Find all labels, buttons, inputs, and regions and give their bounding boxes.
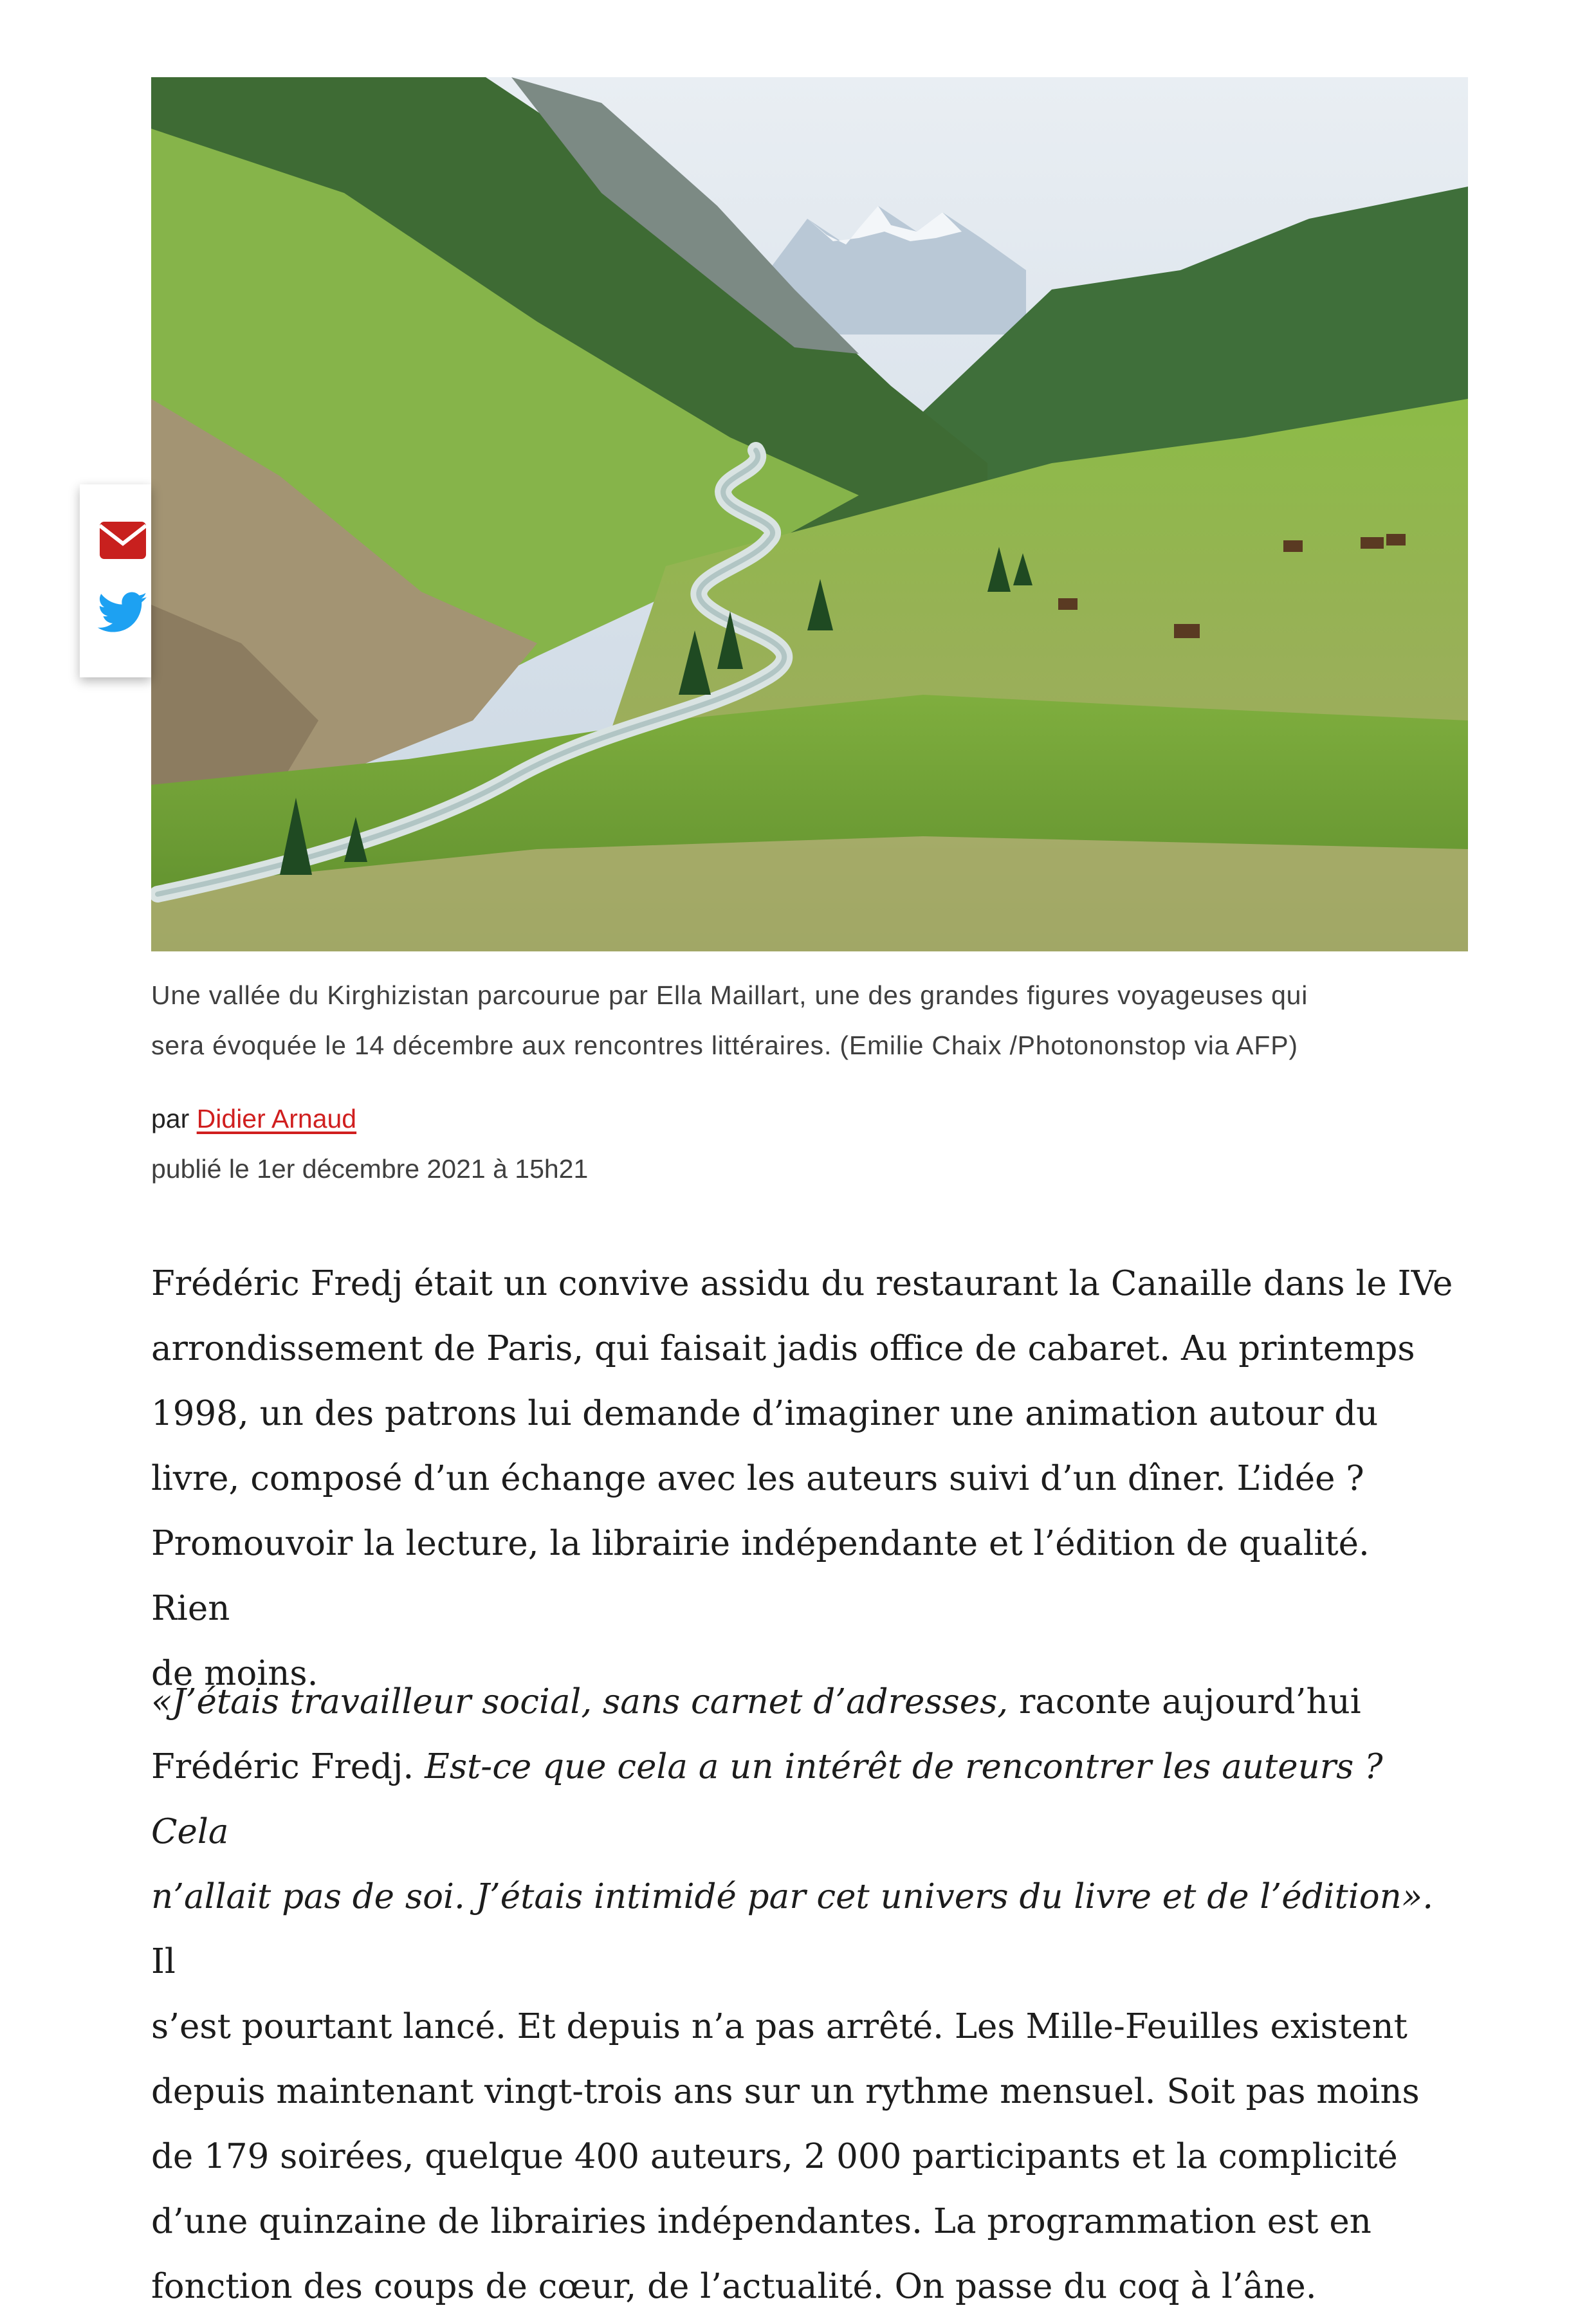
envelope-icon[interactable] (98, 515, 148, 565)
paragraph-line: de 179 soirées, quelque 400 auteurs, 2 000 participants et la complicité (151, 2137, 1398, 2176)
article-paragraph-1 (151, 1251, 1457, 1706)
paragraph-line: s’est pourtant lancé. Et depuis n’a pas arrêté. Les Mille-Feuilles existent (151, 2007, 1408, 2046)
byline-prefix: par (151, 1104, 190, 1133)
paragraph-text: Il (151, 1942, 176, 1981)
paragraph-line: d’une quinzaine de librairies indépendantes. La programmation est en (151, 2202, 1371, 2241)
caption-line: sera évoquée le 14 décembre aux rencontres littéraires. (Emilie Chaix /Photononstop via AFP) (151, 1031, 1298, 1060)
paragraph-text: raconte aujourd’hui (1008, 1682, 1361, 1721)
article-hero-image (151, 77, 1468, 951)
author-link[interactable]: Didier Arnaud (196, 1104, 357, 1133)
paragraph-line: 1998, un des patrons lui demande d’imaginer une animation autour du (151, 1394, 1379, 1433)
paragraph-line: Promouvoir la lecture, la librairie indépendante et l’édition de qualité. Rien (151, 1524, 1370, 1628)
twitter-bird-icon[interactable] (98, 587, 148, 637)
byline (151, 1094, 356, 1144)
quote-text: n’allait pas de soi. J’étais intimidé par cet univers du livre et de l’édition». (151, 1877, 1434, 1916)
mountain-valley-photo (151, 77, 1468, 951)
paragraph-line: arrondissement de Paris, qui faisait jadis office de cabaret. Au printemps (151, 1329, 1415, 1368)
paragraph-line: depuis maintenant vingt-trois ans sur un rythme mensuel. Soit pas moins (151, 2072, 1420, 2111)
caption-line: Une vallée du Kirghizistan parcourue par Ella Maillart, une des grandes figures voyageuses qui (151, 980, 1308, 1010)
paragraph-line: fonction des coups de cœur, de l’actualité. On passe du coq à l’âne. (151, 2267, 1317, 2306)
paragraph-text: Frédéric Fredj. (151, 1747, 425, 1786)
paragraph-line: de moins. (151, 1654, 318, 1693)
image-caption (151, 970, 1451, 1070)
quote-text: Est-ce que cela a un intérêt de rencontrer les auteurs ? Cela (151, 1747, 1383, 1851)
share-sidebar (80, 484, 151, 677)
quote-text: «J’étais travailleur social, sans carnet d’adresses, (151, 1682, 1009, 1721)
article-paragraph-2 (151, 1669, 1457, 2319)
paragraph-line: livre, composé d’un échange avec les auteurs suivi d’un dîner. L’idée ? (151, 1459, 1364, 1498)
paragraph-line: Frédéric Fredj était un convive assidu du restaurant la Canaille dans le IVe (151, 1264, 1453, 1303)
publication-date: publié le 1er décembre 2021 à 15h21 (151, 1154, 589, 1184)
